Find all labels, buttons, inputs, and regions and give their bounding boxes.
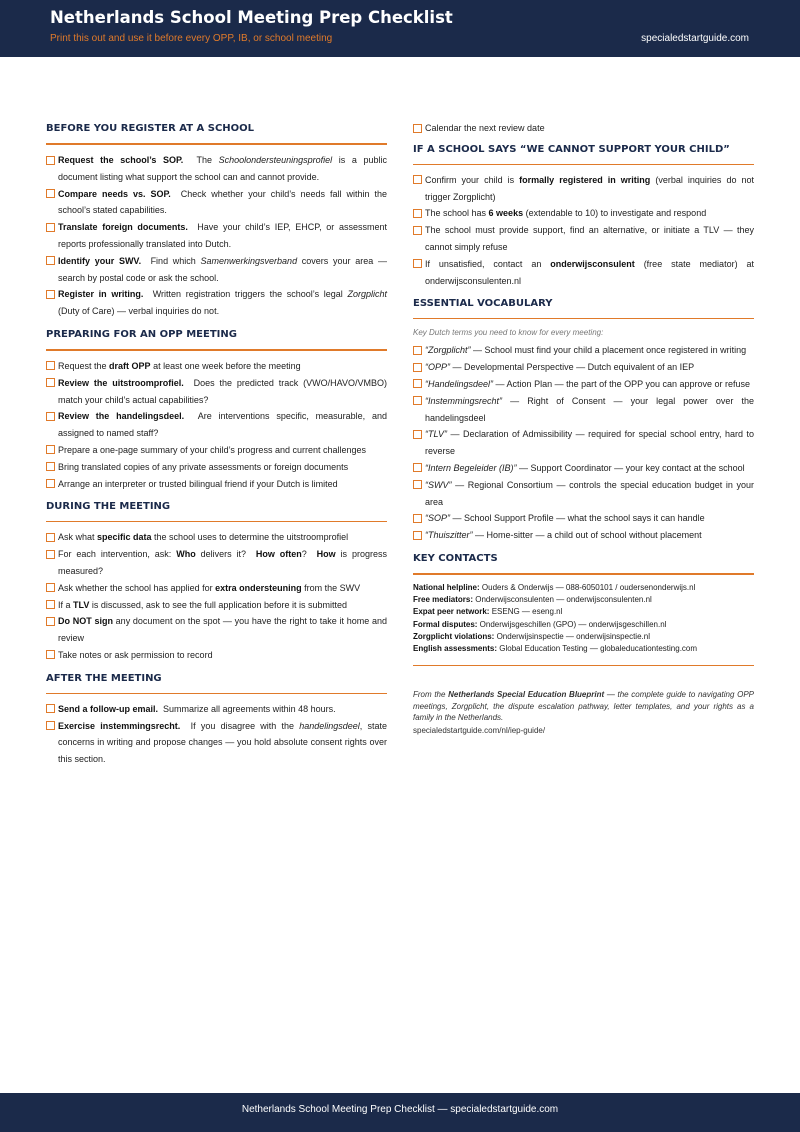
section-vocabulary: [413, 295, 754, 544]
contact-row: Zorgplicht violations: Onderwijsinspectie — onderwijsinspectie.nl: [413, 631, 650, 641]
page-footer: Netherlands School Meeting Prep Checklist — specialedstartguide.com: [0, 1093, 800, 1132]
source-note: From the Netherlands Special Education Blueprint — the complete guide to navigating OPP meetings, Zorgplicht, the dispute escalation pathway, letter templates, and your rights as a family in the Netherlands.: [413, 690, 754, 723]
checkbox-icon[interactable]: [413, 396, 422, 405]
section-title: KEY CONTACTS: [413, 550, 754, 575]
page-title: Netherlands School Meeting Prep Checklist: [50, 8, 453, 27]
contact-row: Free mediators: Onderwijsconsulenten — onderwijsconsulenten.nl: [413, 595, 652, 605]
checkbox-icon[interactable]: [46, 256, 55, 265]
section-before-register: [46, 120, 387, 320]
checklist-item: The school must provide support, find an alternative, or initiate a TLV — they cannot simply refuse: [413, 222, 754, 256]
source-url-link[interactable]: specialedstartguide.com/nl/iep-guide/: [413, 725, 546, 735]
checkbox-icon[interactable]: [413, 209, 422, 218]
checklist-item: Review the uitstroomprofiel. Does the predicted track (VWO/HAVO/VMBO) match your child’s actual capabilities?: [46, 375, 387, 409]
checklist-item: Exercise instemmingsrecht. If you disagree with the handelingsdeel, state concerns in writing and propose changes — you hold absolute consent rights over this section.: [46, 718, 387, 768]
checkbox-icon[interactable]: [46, 583, 55, 592]
page-header: [0, 0, 800, 57]
checklist-item: Confirm your child is formally registered in writing (verbal inquiries do not trigger Zorgplicht): [413, 172, 754, 206]
contact-row: Formal disputes: Onderwijsgeschillen (GPO) — onderwijsgeschillen.nl: [413, 619, 667, 629]
checklist-item: If a TLV is discussed, ask to see the full application before it is submitted: [46, 597, 387, 614]
checklist-item: Bring translated copies of any private assessments or foreign documents: [46, 459, 387, 476]
vocab-item: “Instemmingsrecht” — Right of Consent — your legal power over the handelingsdeel: [413, 393, 754, 427]
checkbox-icon[interactable]: [413, 175, 422, 184]
checklist-item: Request the school’s SOP. The Schoolondersteuningsprofiel is a public document listing what support the school can and cannot provide.: [46, 152, 387, 186]
section-title: IF A SCHOOL SAYS “WE CANNOT SUPPORT YOUR CHILD”: [413, 141, 754, 165]
checklist-item: Arrange an interpreter or trusted bilingual friend if your Dutch is limited: [46, 476, 387, 493]
checkbox-icon[interactable]: [46, 550, 55, 559]
contact-row: National helpline: Ouders & Onderwijs — 088-6050101 / oudersenonderwijs.nl: [413, 582, 696, 592]
checklist-item: Register in writing. Written registration triggers the school’s legal Zorgplicht (Duty of Care) — verbal inquiries do not.: [46, 286, 387, 320]
checkbox-icon[interactable]: [46, 617, 55, 626]
checkbox-icon[interactable]: [413, 363, 422, 372]
checkbox-icon[interactable]: [413, 463, 422, 472]
checkbox-icon[interactable]: [46, 704, 55, 713]
section-during-meeting: [46, 498, 387, 663]
vocab-item: “SOP” — School Support Profile — what the school says it can handle: [413, 510, 754, 527]
vocab-item: “TLV” — Declaration of Admissibility — required for special school entry, hard to reverse: [413, 426, 754, 460]
checkbox-icon[interactable]: [46, 290, 55, 299]
section-title: ESSENTIAL VOCABULARY: [413, 295, 754, 319]
checkbox-icon[interactable]: [46, 600, 55, 609]
checkbox-icon[interactable]: [46, 412, 55, 421]
vocab-item: “SWV” — Regional Consortium — controls the special education budget in your area: [413, 477, 754, 511]
checklist-item: Calendar the next review date: [413, 120, 754, 137]
section-after-continued: [413, 120, 754, 137]
vocab-item: “Intern Begeleider (IB)” — Support Coordinator — your key contact at the school: [413, 460, 754, 477]
contact-row: English assessments: Global Education Testing — globaleducationtesting.com: [413, 643, 698, 653]
checklist-item: Request the draft OPP at least one week before the meeting: [46, 358, 387, 375]
vocab-item: “Handelingsdeel” — Action Plan — the part of the OPP you can approve or refuse: [413, 376, 754, 393]
checkbox-icon[interactable]: [413, 430, 422, 439]
section-title: PREPARING FOR AN OPP MEETING: [46, 326, 387, 351]
checklist-item: The school has 6 weeks (extendable to 10) to investigate and respond: [413, 205, 754, 222]
checkbox-icon[interactable]: [413, 514, 422, 523]
checkbox-icon[interactable]: [46, 479, 55, 488]
checklist-item: For each intervention, ask: Who delivers it? How often? How is progress measured?: [46, 546, 387, 580]
checklist-item: If unsatisfied, contact an onderwijsconsulent (free state mediator) at onderwijsconsulenten.nl: [413, 256, 754, 290]
checklist-item: Send a follow-up email. Summarize all agreements within 48 hours.: [46, 701, 387, 718]
checklist-item: Compare needs vs. SOP. Check whether your child’s needs fall within the school’s stated capabilities.: [46, 186, 387, 220]
section-title: BEFORE YOU REGISTER AT A SCHOOL: [46, 120, 387, 145]
checklist-item: Translate foreign documents. Have your child’s IEP, EHCP, or assessment reports professionally translated into Dutch.: [46, 219, 387, 253]
vocab-note: Key Dutch terms you need to know for every meeting:: [413, 328, 604, 338]
checklist-item: Ask what specific data the school uses to determine the uitstroomprofiel: [46, 529, 387, 546]
checkbox-icon[interactable]: [46, 361, 55, 370]
contact-row: Expat peer network: ESENG — eseng.nl: [413, 607, 563, 617]
section-preparing-opp: [46, 326, 387, 492]
checkbox-icon[interactable]: [46, 721, 55, 730]
left-column: [46, 120, 387, 774]
checkbox-icon[interactable]: [46, 223, 55, 232]
checkbox-icon[interactable]: [413, 226, 422, 235]
section-cannot-support: [413, 141, 754, 290]
page-subtitle: Print this out and use it before every OPP, IB, or school meeting: [50, 33, 333, 44]
checkbox-icon[interactable]: [413, 379, 422, 388]
checkbox-icon[interactable]: [46, 189, 55, 198]
checkbox-icon[interactable]: [413, 480, 422, 489]
checkbox-icon[interactable]: [413, 531, 422, 540]
checklist-item: Ask whether the school has applied for extra ondersteuning from the SWV: [46, 580, 387, 597]
divider: [413, 665, 754, 666]
checkbox-icon[interactable]: [46, 378, 55, 387]
checkbox-icon[interactable]: [413, 259, 422, 268]
right-column: [413, 120, 754, 744]
checklist-item: Prepare a one-page summary of your child’s progress and current challenges: [46, 442, 387, 459]
checklist-item: Take notes or ask permission to record: [46, 647, 387, 664]
checkbox-icon[interactable]: [46, 462, 55, 471]
vocab-item: “Zorgplicht” — School must find your child a placement once registered in writing: [413, 342, 754, 359]
checklist-item: Do NOT sign any document on the spot — you have the right to take it home and review: [46, 613, 387, 647]
header-site-link[interactable]: specialedstartguide.com: [641, 33, 749, 44]
vocab-item: “OPP” — Developmental Perspective — Dutch equivalent of an IEP: [413, 359, 754, 376]
checkbox-icon[interactable]: [46, 445, 55, 454]
checklist-item: Identify your SWV. Find which Samenwerkingsverband covers your area — search by postal code or ask the school.: [46, 253, 387, 287]
checkbox-icon[interactable]: [46, 650, 55, 659]
checkbox-icon[interactable]: [46, 533, 55, 542]
checkbox-icon[interactable]: [46, 156, 55, 165]
checkbox-icon[interactable]: [413, 346, 422, 355]
section-title: AFTER THE MEETING: [46, 670, 387, 694]
checkbox-icon[interactable]: [413, 124, 422, 133]
section-title: DURING THE MEETING: [46, 498, 387, 522]
checklist-item: Review the handelingsdeel. Are interventions specific, measurable, and assigned to named staff?: [46, 408, 387, 442]
section-key-contacts: [413, 550, 754, 738]
vocab-item: “Thuiszitter” — Home-sitter — a child out of school without placement: [413, 527, 754, 544]
section-after-meeting: [46, 670, 387, 768]
